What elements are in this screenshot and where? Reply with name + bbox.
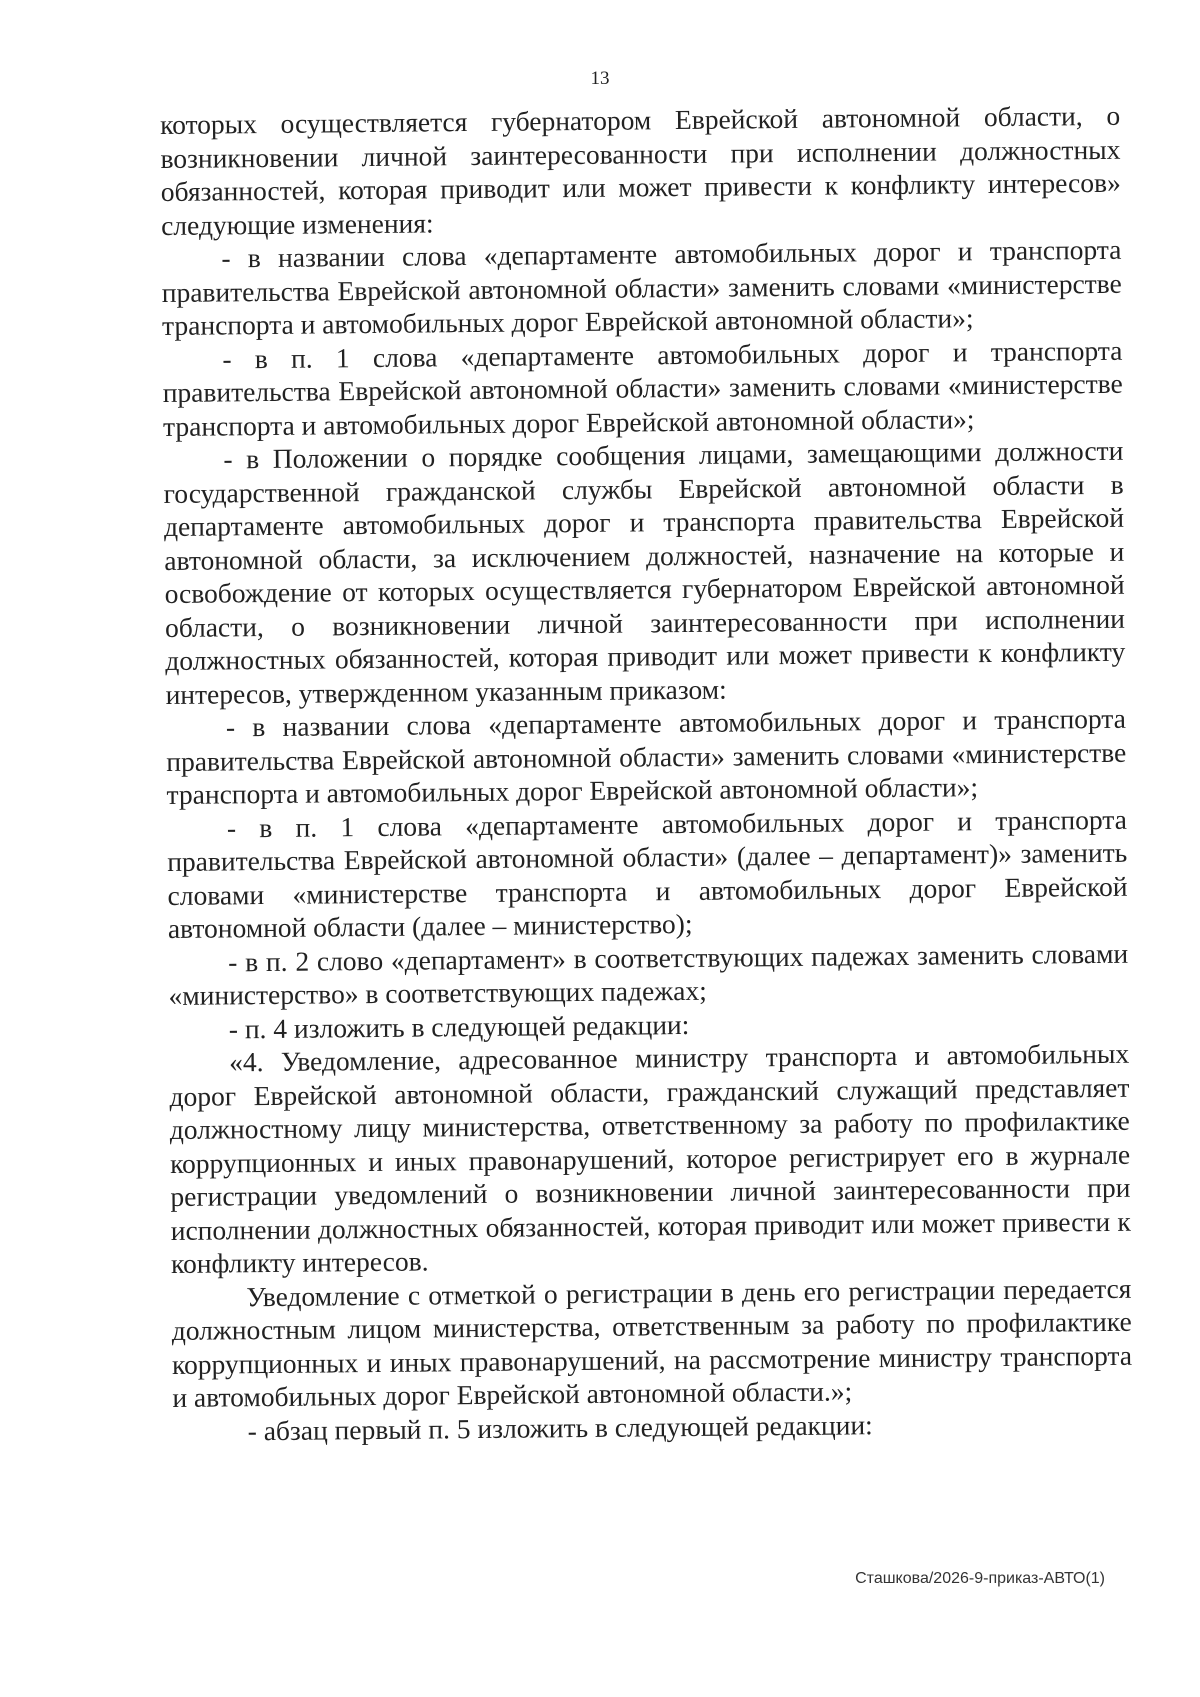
paragraph-continuation: которых осуществляется губернатором Еврейской автономной области, о возникновении личной заинтересованности при исполнении должностных обязанностей, которая приводит или может привести к конфликту интересов» следующие изменения: — [160, 99, 1121, 241]
paragraph-item: - п. 4 изложить в следующей редакции: — [228, 1008, 690, 1044]
paragraph-item: - абзац первый п. 5 изложить в следующей редакции: — [247, 1408, 873, 1446]
document-body — [160, 99, 1133, 1448]
page-number: 13 — [590, 68, 610, 89]
paragraph-item: - в п. 1 слова «департаменте автомобильных дорог и транспорта правительства Еврейской автономной области» заменить словами «министерстве транспорта и автомобильных дорог Еврейской автономной области»; — [162, 334, 1123, 442]
paragraph-item: - в названии слова «департаменте автомобильных дорог и транспорта правительства Еврейской автономной области» заменить словами «министерстве транспорта и автомобильных дорог Еврейской автономной области»; — [161, 233, 1122, 341]
document-footer-id: Сташкова/2026-9-приказ-АВТО(1) — [855, 1570, 1105, 1587]
paragraph-quote: Уведомление с отметкой о регистрации в день его регистрации передается должностным лицом министерства, ответственным за работу по профилактике коррупционных и иных правонарушений, на рассмотрение министру транспорта и автомобильных дорог Еврейской автономной области.»; — [171, 1272, 1133, 1413]
paragraph-item: - в Положении о порядке сообщения лицами, замещающими должности государственной гражданской службы Еврейской автономной области в департаменте автомобильных дорог и транспорта правительства Еврейской автономной области, за исключением должностей, назначение на которые и освобождение от которых осуществляется губернатором Еврейской автономной области, о возникновении личной заинтересованности при исполнении должностных обязанностей, которая приводит или может привести к конфликту интересов, утвержденном указанным приказом: — [163, 434, 1126, 710]
paragraph-item: - в п. 1 слова «департаменте автомобильных дорог и транспорта правительства Еврейской автономной области» (далее – департамент)» заменить словами «министерстве транспорта и автомобильных дорог Еврейской автономной области (далее – министерство); — [167, 803, 1128, 944]
paragraph-quote: «4. Уведомление, адресованное министру транспорта и автомобильных дорог Еврейской автономной области, гражданский служащий представляет должностному лицу министерства, ответственному за работу по профилактике коррупционных и иных правонарушений, которое регистрирует его в журнале регистрации уведомлений о возникновении личной заинтересованности при исполнении должностных обязанностей, которая приводит или может привести к конфликту интересов. — [169, 1037, 1131, 1279]
paragraph-item: - в названии слова «департаменте автомобильных дорог и транспорта правительства Еврейской автономной области» заменить словами «министерстве транспорта и автомобильных дорог Еврейской автономной области»; — [166, 702, 1127, 810]
paragraph-item: - в п. 2 слово «департамент» в соответствующих падежах заменить словами «министерство» в соответствующих падежах; — [168, 937, 1129, 1011]
